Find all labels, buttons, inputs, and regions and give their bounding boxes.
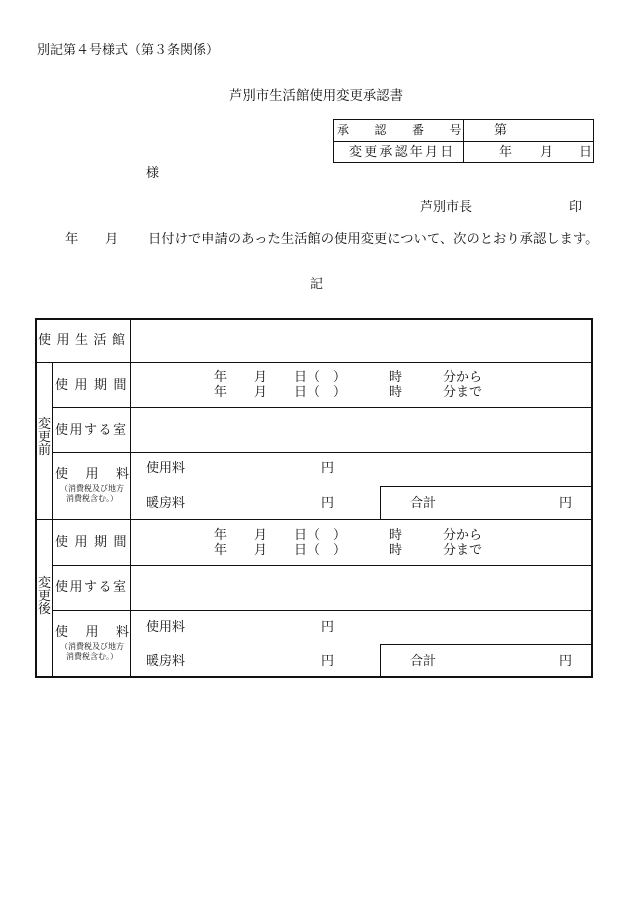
before-period-from-year: 年	[214, 369, 228, 385]
form-reference-note: 別記第４号様式（第３条関係）	[37, 43, 220, 58]
after-period-to-minute: 分まで	[443, 542, 483, 558]
after-period-to-day: 日（ ）	[294, 542, 347, 558]
approval-number-prefix: 第	[494, 122, 508, 138]
before-period-from-month: 月	[254, 369, 268, 385]
before-period-to-year: 年	[214, 384, 228, 400]
after-usage-period-label: 使用期間	[55, 534, 134, 550]
after-tax-note: （消費税及び地方消費税含む。）	[60, 642, 124, 661]
before-room-label: 使用する室	[55, 422, 128, 438]
before-tax-note: （消費税及び地方消費税含む。）	[60, 484, 124, 503]
facility-value-field	[131, 320, 591, 362]
before-total-currency: 円	[559, 495, 573, 511]
after-total-currency: 円	[559, 653, 573, 669]
after-fee-label: 使用料	[55, 624, 147, 640]
before-period-from-minute: 分から	[443, 369, 483, 385]
total-box-top-rule	[380, 486, 591, 487]
after-period-from-month: 月	[254, 527, 268, 543]
approval-date-year: 年	[499, 144, 513, 160]
after-heating-fee-currency: 円	[321, 653, 335, 669]
statement-text: 日付けで申請のあった生活館の使用変更について、次のとおり承認します。	[148, 232, 599, 248]
after-room-label: 使用する室	[55, 579, 128, 595]
section-divider	[37, 519, 591, 520]
statement-month: 月	[105, 232, 119, 248]
record-mark: 記	[310, 276, 324, 292]
total-box-left-rule	[380, 486, 381, 519]
after-usage-fee-currency: 円	[321, 619, 335, 635]
before-usage-period-label: 使用期間	[55, 377, 134, 393]
before-period-to-month: 月	[254, 384, 268, 400]
facility-label: 使用生活館	[38, 332, 131, 348]
label-column-divider	[130, 320, 131, 676]
approval-date-label: 変更承認年月日	[349, 144, 456, 160]
after-period-from-minute: 分から	[443, 527, 483, 543]
seal-mark: 印	[569, 199, 583, 215]
approval-date-day: 日	[579, 144, 593, 160]
statement-year: 年	[65, 232, 79, 248]
after-change-label: 変更後	[38, 576, 52, 617]
before-period-to-hour: 時	[389, 384, 403, 400]
addressee-suffix: 様	[146, 165, 160, 181]
before-heating-fee-label: 暖房料	[146, 495, 186, 511]
document-title: 芦別市生活館使用変更承認書	[229, 89, 404, 104]
after-room-value-field	[131, 566, 591, 610]
after-total-label: 合計	[410, 653, 437, 669]
before-room-value-field	[131, 408, 591, 452]
row-divider	[52, 452, 591, 453]
before-period-from-hour: 時	[389, 369, 403, 385]
before-heating-fee-currency: 円	[321, 495, 335, 511]
after-period-from-year: 年	[214, 527, 228, 543]
approval-number-label: 承認番号	[337, 123, 488, 137]
before-change-label: 変更前	[38, 417, 52, 458]
before-period-to-minute: 分まで	[443, 384, 483, 400]
after-period-from-hour: 時	[389, 527, 403, 543]
total-box-left-rule	[380, 644, 381, 676]
issuer-name: 芦別市長	[420, 199, 473, 215]
after-heating-fee-label: 暖房料	[146, 653, 186, 669]
after-usage-fee-label: 使用料	[146, 619, 186, 635]
before-period-from-day: 日（ ）	[294, 369, 347, 385]
total-box-top-rule	[380, 644, 591, 645]
after-period-to-month: 月	[254, 542, 268, 558]
approval-date-month: 月	[540, 144, 554, 160]
before-usage-fee-currency: 円	[321, 460, 335, 476]
before-total-label: 合計	[410, 495, 437, 511]
after-period-to-year: 年	[214, 542, 228, 558]
before-usage-fee-label: 使用料	[146, 460, 186, 476]
after-period-to-hour: 時	[389, 542, 403, 558]
row-divider	[37, 362, 591, 363]
before-period-to-day: 日（ ）	[294, 384, 347, 400]
after-period-from-day: 日（ ）	[294, 527, 347, 543]
before-fee-label: 使用料	[55, 466, 147, 482]
row-divider	[52, 610, 591, 611]
